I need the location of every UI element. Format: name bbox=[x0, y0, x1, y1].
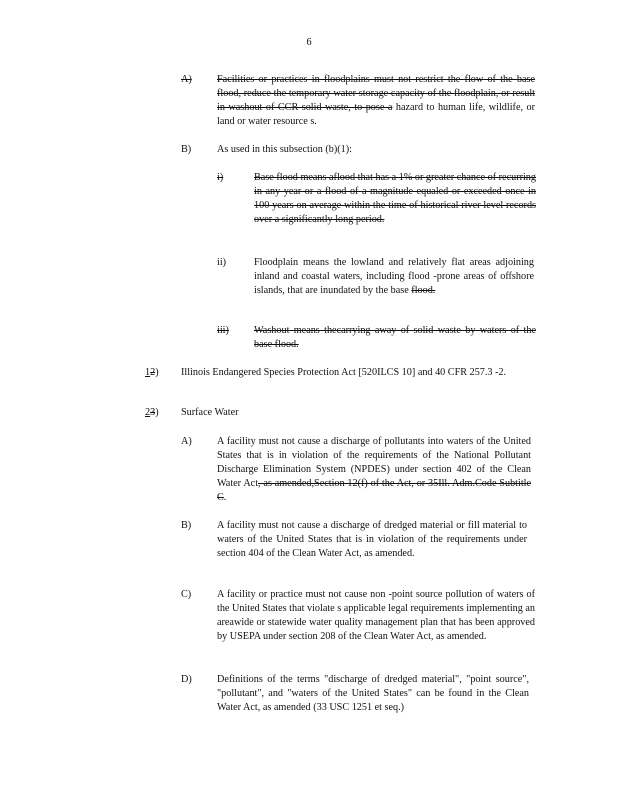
page-number: 6 bbox=[306, 37, 312, 48]
item-a-label: A) bbox=[181, 74, 192, 85]
section-2-text: Illinois Endangered Species Protection Act [520ILCS 10] and 40 CFR 257.3 -2. bbox=[181, 367, 507, 378]
sw-item-d-text: Definitions of the terms "discharge of dredged material", "point source", "pollutant", and "waters of the United States" can be found in the Clean Water Act, as amended (33 USC 1251 et seq.) bbox=[217, 674, 529, 713]
section-2-number-old: 2 bbox=[150, 367, 156, 378]
section-2-number bbox=[145, 366, 159, 380]
item-b-label: B) bbox=[181, 144, 192, 155]
sub-ii-text bbox=[254, 256, 534, 298]
sw-item-a-end: . bbox=[223, 492, 227, 503]
sw-item-c-text: A facility or practice must not cause non -point source pollution of waters of the United States that violate s applicable legal requirements implementing an areawide or statewide water quality management plan that has been approved by USEPA under section 208 of the Clean Water Act, as amended. bbox=[217, 589, 535, 642]
sub-ii-plain-text: Floodplain means the lowland and relatively flat areas adjoining inland and coastal waters, including flood -prone areas of offshore islands, that are inundated by the base bbox=[254, 257, 534, 296]
sw-item-a-plain-text: A facility must not cause a discharge of pollutants into waters of the United States that is in violation of the requirements of the National Pollutant Discharge Elimination System (NPDES) under section 402 of the Clean Water Act bbox=[217, 436, 531, 489]
sw-item-a-text bbox=[217, 435, 531, 505]
section-3-number-new: 2 bbox=[145, 407, 151, 418]
sub-i-text: Base flood means aflood that has a 1% or greater chance of recurring in any year or a flood of a magnitude equaled or exceeded once in 100 years on average within the time of historical river level records over a significantly long period. bbox=[254, 172, 536, 225]
section-3-number bbox=[145, 406, 159, 420]
sw-item-a-label: A) bbox=[181, 436, 192, 447]
item-a-plain-text: hazard to human life, wildlife, or land or water resource s. bbox=[217, 102, 536, 127]
item-a-struck-text: Facilities or practices in floodplains must not restrict the flow of the base flood, reduce the temporary water storage capacity of the floodplain, or result in washout of CCR solid waste, to pose a bbox=[217, 74, 535, 113]
section-2-number-new: 1 bbox=[145, 367, 151, 378]
item-a-text bbox=[217, 73, 535, 129]
sw-item-c-label: C) bbox=[181, 589, 192, 600]
sub-i-label: i) bbox=[217, 172, 224, 183]
sw-item-b-text: A facility must not cause a discharge of dredged material or fill material to waters of the United States that is in violation of the requirements under section 404 of the Clean Water Act, as amended. bbox=[217, 520, 527, 559]
sub-ii-struck-tail: flood. bbox=[411, 285, 436, 296]
section-2-paren: ) bbox=[155, 367, 159, 378]
sub-ii-label: ii) bbox=[217, 257, 227, 268]
sw-item-d-label: D) bbox=[181, 674, 192, 685]
sub-iii-label: iii) bbox=[217, 325, 229, 336]
section-3-number-old: 3 bbox=[150, 407, 156, 418]
sw-item-a-struck-text: , as amended,Section 12(f) of the Act, or 35Ill. Adm.Code Subtitle C bbox=[217, 478, 532, 503]
section-3-paren: ) bbox=[155, 407, 159, 418]
sub-iii-text: Washout means thecarrying away of solid waste by waters of the base flood. bbox=[254, 325, 536, 350]
section-3-title: Surface Water bbox=[181, 407, 239, 418]
sw-item-b-label: B) bbox=[181, 520, 192, 531]
item-b-text: As used in this subsection (b)(1): bbox=[217, 144, 352, 155]
